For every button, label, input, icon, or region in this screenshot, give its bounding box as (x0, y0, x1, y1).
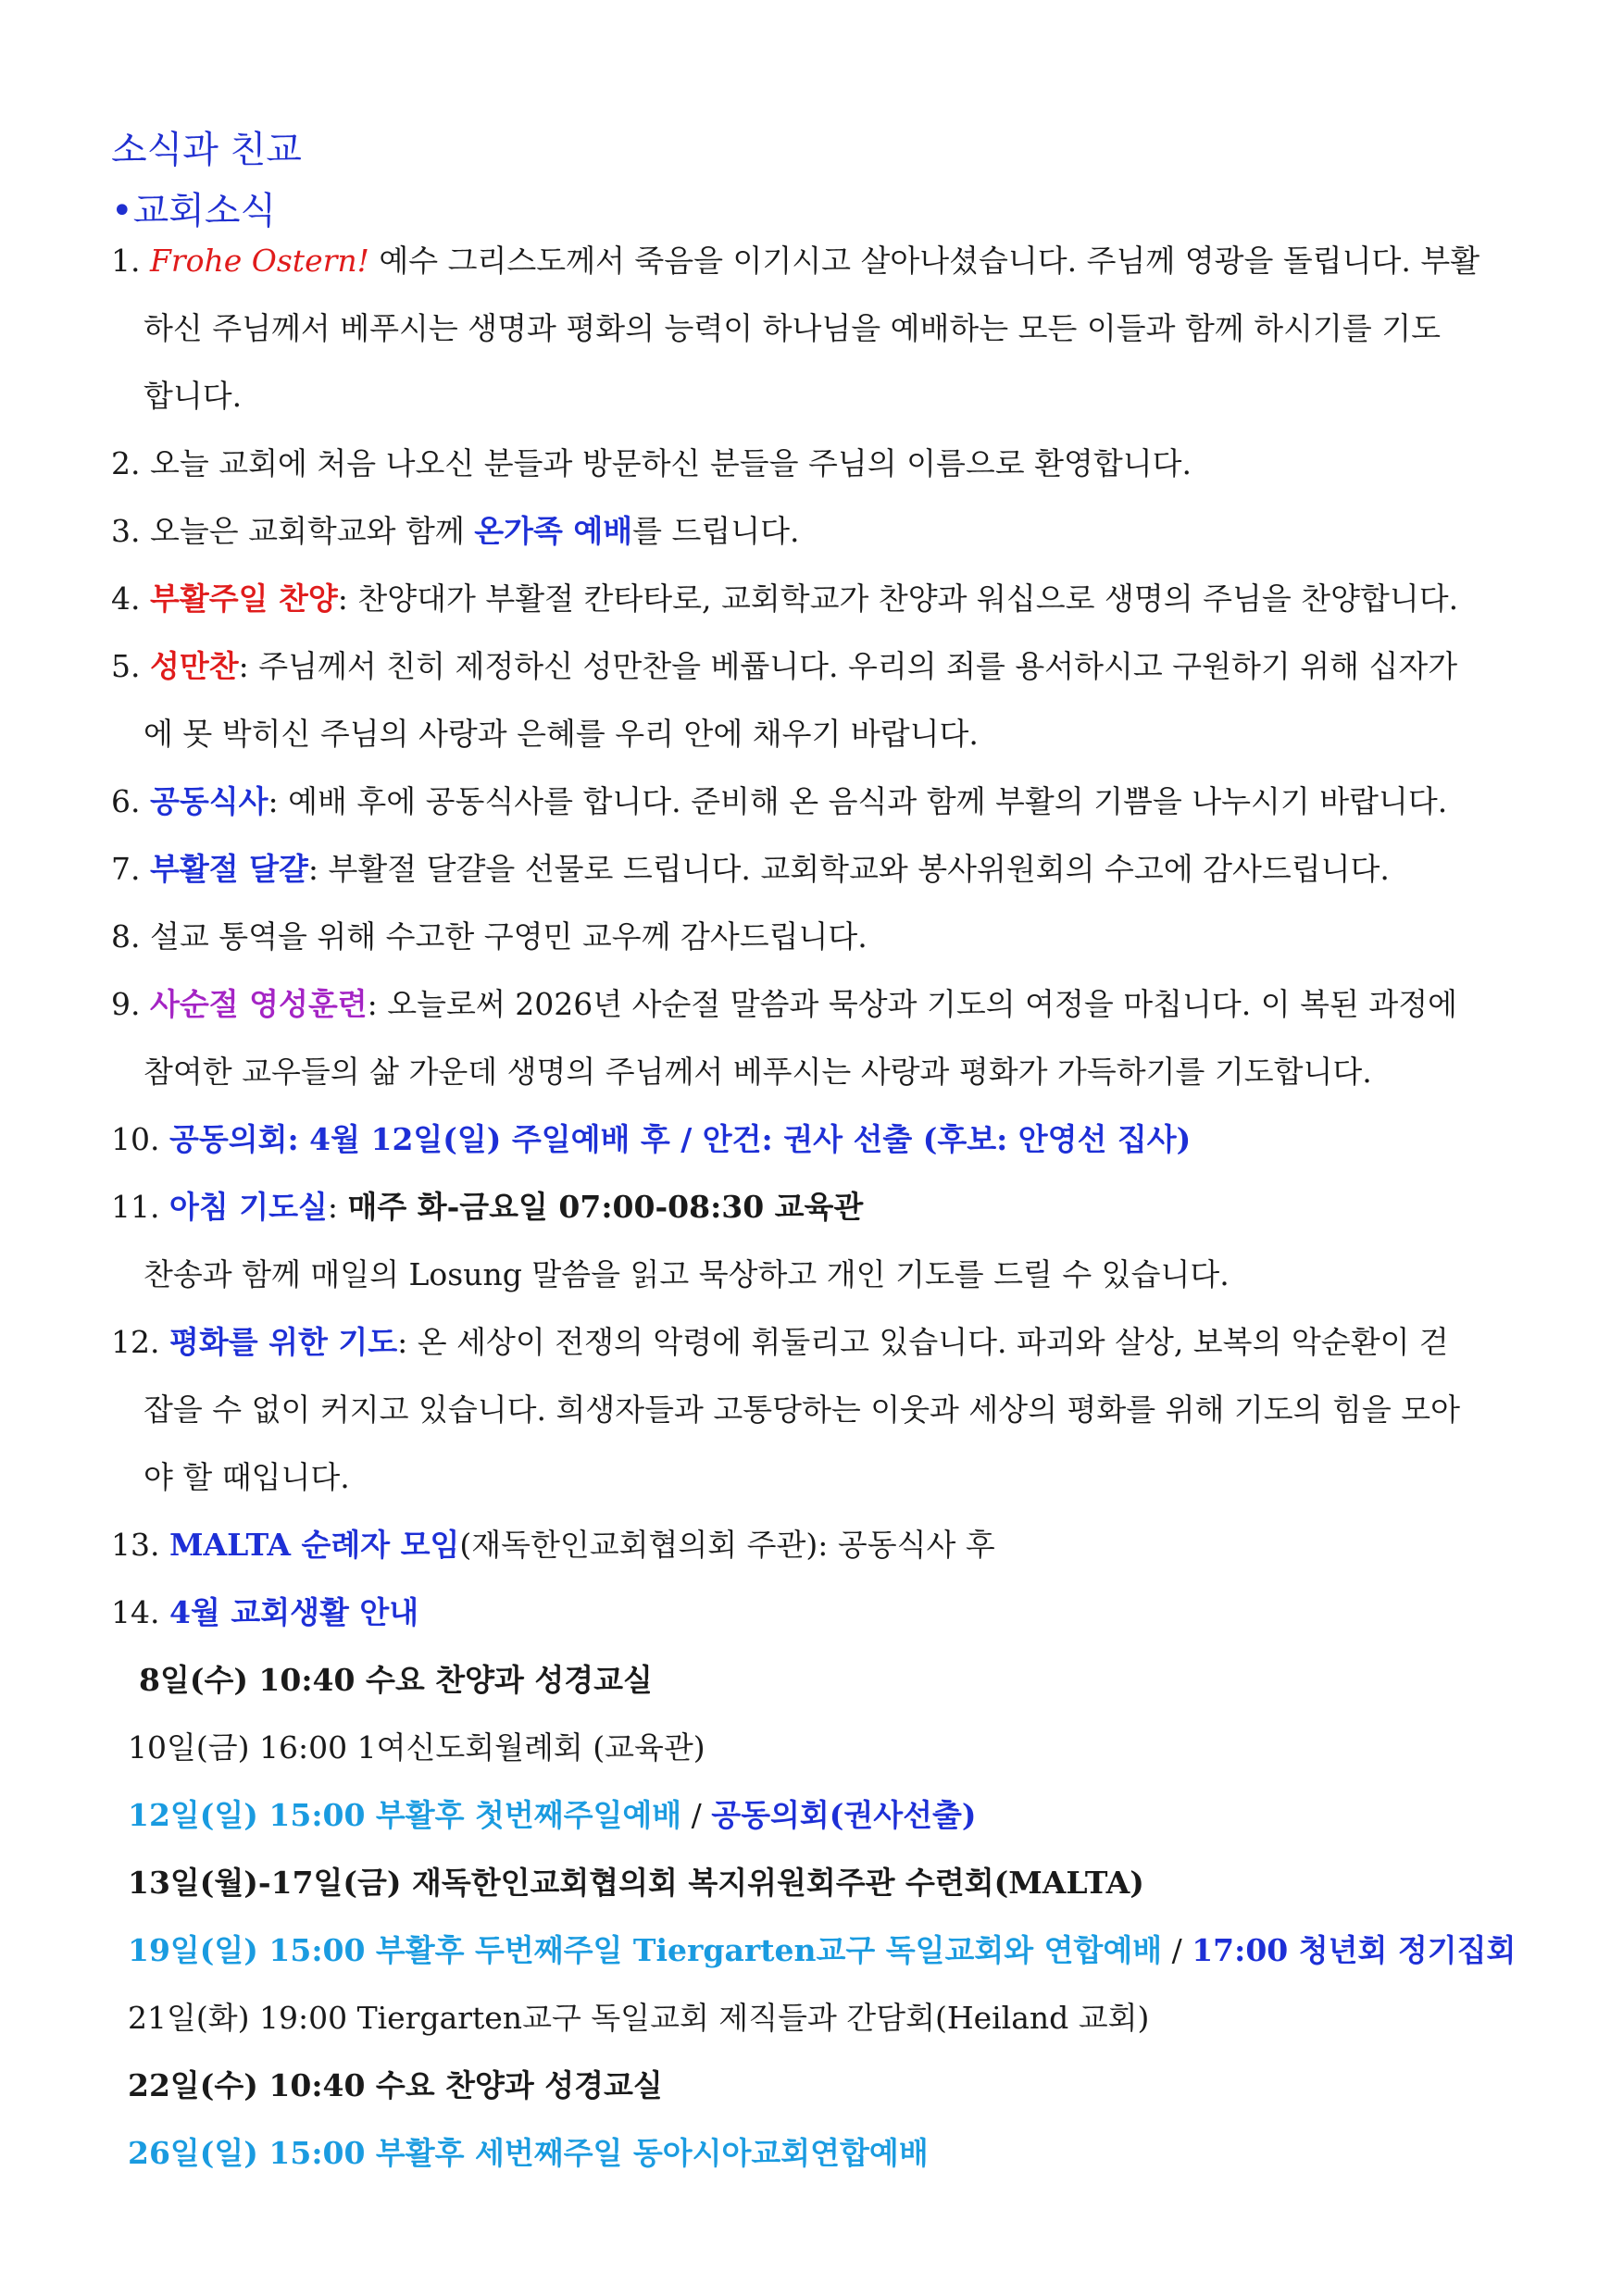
item-number: 5. (111, 648, 141, 684)
item-number: 9. (111, 986, 141, 1022)
news-item-4 (111, 580, 1458, 618)
item-highlight: 공동의회 (169, 1121, 288, 1157)
news-item-5 (111, 648, 1457, 685)
item-text: : 4월 12일(일) 주일예배 후 / 안건: 권사 선출 (후보: 안영선 집사) (287, 1121, 1192, 1157)
item-number: 1. (111, 243, 141, 279)
subsection-title: •교회소식 (111, 190, 277, 232)
item-highlight: MALTA 순례자 모임 (169, 1527, 460, 1563)
item-text: 를 드립니다. (632, 513, 800, 549)
news-item-14 (111, 1594, 418, 1631)
news-item-9-cont: 참여한 교우들의 삶 가운데 생명의 주님께서 베푸시는 사랑과 평화가 가득하기를 기도합니다. (144, 1054, 1372, 1090)
schedule-separator: / (1162, 1932, 1192, 1968)
item-number: 8. (111, 918, 141, 955)
news-item-1-cont: 하신 주님께서 베푸시는 생명과 평화의 능력이 하나님을 예배하는 모든 이들과 함께 하시기를 기도 (144, 310, 1441, 346)
news-item-12-cont2: 야 할 때입니다. (144, 1459, 350, 1495)
news-item-6 (111, 783, 1447, 820)
schedule-entry (128, 1797, 977, 1834)
schedule-entry: 26일(일) 15:00 부활후 세번째주일 동아시아교회연합예배 (128, 2135, 929, 2171)
item-number: 2. (111, 445, 141, 481)
item-text: : 부활절 달걀을 선물로 드립니다. 교회학교와 봉사위원회의 수고에 감사드립니다. (307, 851, 1390, 887)
news-item-10 (111, 1121, 1191, 1158)
item-number: 12. (111, 1324, 160, 1360)
news-item-3 (111, 513, 800, 550)
schedule-entry: 13일(월)-17일(금) 재독한인교회협의회 복지위원회주관 수련회(MALTA) (128, 1865, 1144, 1901)
schedule-event: 공동의회(권사선출) (711, 1797, 977, 1833)
item-number: 11. (111, 1189, 160, 1225)
schedule-entry: 21일(화) 19:00 Tiergarten교구 독일교회 제직들과 간담회(Heiland 교회) (128, 2000, 1150, 2036)
schedule-event: 17:00 청년회 정기집회 (1192, 1932, 1517, 1968)
news-item-13 (111, 1527, 995, 1564)
item-highlight: Frohe Ostern! (150, 243, 369, 279)
item-highlight: 사순절 영성훈련 (150, 986, 368, 1022)
schedule-entry: 10일(금) 16:00 1여신도회월례회 (교육관) (128, 1729, 705, 1766)
news-item-12 (111, 1324, 1449, 1361)
news-item-11 (111, 1189, 863, 1226)
item-highlight: 성만찬 (150, 648, 239, 684)
item-number: 14. (111, 1594, 160, 1630)
news-item-5-cont: 에 못 박히신 주님의 사랑과 은혜를 우리 안에 채우기 바랍니다. (144, 716, 979, 752)
news-item-2 (111, 445, 1192, 482)
item-text: 설교 통역을 위해 수고한 구영민 교우께 감사드립니다. (150, 918, 868, 955)
news-item-7 (111, 851, 1390, 888)
item-highlight: 공동식사 (150, 783, 268, 819)
item-text: : 온 세상이 전쟁의 악령에 휘둘리고 있습니다. 파괴와 살상, 보복의 악순환이 걷 (397, 1324, 1449, 1360)
schedule-event: 19일(일) 15:00 부활후 두번째주일 Tiergarten교구 독일교회와 연합예배 (128, 1932, 1163, 1968)
item-highlight: 온가족 예배 (474, 513, 633, 549)
schedule-entry: 8일(수) 10:40 수요 찬양과 성경교실 (139, 1662, 653, 1698)
item-highlight: 부활절 달걀 (150, 851, 308, 887)
news-item-12-cont: 잡을 수 없이 커지고 있습니다. 희생자들과 고통당하는 이웃과 세상의 평화를 위해 기도의 힘을 모아 (144, 1391, 1460, 1428)
item-text: 오늘 교회에 처음 나오신 분들과 방문하신 분들을 주님의 이름으로 환영합니다. (150, 445, 1192, 481)
item-highlight: 부활주일 찬양 (150, 580, 338, 617)
item-text: : (327, 1189, 348, 1225)
item-text-bold: 매주 화-금요일 07:00-08:30 교육관 (347, 1189, 864, 1225)
item-text: : 주님께서 친히 제정하신 성만찬을 베풉니다. 우리의 죄를 용서하시고 구원하기 위해 십자가 (238, 648, 1458, 684)
item-number: 7. (111, 851, 141, 887)
item-text: 오늘은 교회학교와 함께 (150, 513, 475, 549)
item-number: 6. (111, 783, 141, 819)
item-number: 3. (111, 513, 141, 549)
schedule-entry (128, 1932, 1516, 1969)
news-item-9 (111, 986, 1457, 1023)
item-text: : 예배 후에 공동식사를 합니다. 준비해 온 음식과 함께 부활의 기쁨을 나누시기 바랍니다. (268, 783, 1448, 819)
news-item-8 (111, 918, 868, 955)
schedule-separator: / (681, 1797, 712, 1833)
news-item-1-cont2: 합니다. (144, 378, 243, 414)
section-title: 소식과 친교 (111, 129, 302, 171)
item-number: 10. (111, 1121, 160, 1157)
news-item-11-cont: 찬송과 함께 매일의 Losung 말씀을 읽고 묵상하고 개인 기도를 드릴 수 있습니다. (144, 1256, 1230, 1292)
item-highlight: 평화를 위한 기도 (169, 1324, 398, 1360)
item-text: : 찬양대가 부활절 칸타타로, 교회학교가 찬양과 워십으로 생명의 주님을 찬양합니다. (337, 580, 1459, 617)
item-text: : 오늘로써 2026년 사순절 말씀과 묵상과 기도의 여정을 마칩니다. 이 복된 과정에 (367, 986, 1457, 1022)
item-highlight: 아침 기도실 (169, 1189, 328, 1225)
item-number: 4. (111, 580, 141, 617)
item-number: 13. (111, 1527, 160, 1563)
item-text: (재독한인교회협의회 주관): 공동식사 후 (459, 1527, 995, 1563)
item-highlight: 4월 교회생활 안내 (169, 1594, 419, 1630)
schedule-event: 12일(일) 15:00 부활후 첫번째주일예배 (128, 1797, 682, 1833)
schedule-entry: 22일(수) 10:40 수요 찬양과 성경교실 (128, 2067, 663, 2103)
news-item-1 (111, 243, 1479, 280)
item-text: 예수 그리스도께서 죽음을 이기시고 살아나셨습니다. 주님께 영광을 돌립니다. 부활 (368, 243, 1480, 279)
